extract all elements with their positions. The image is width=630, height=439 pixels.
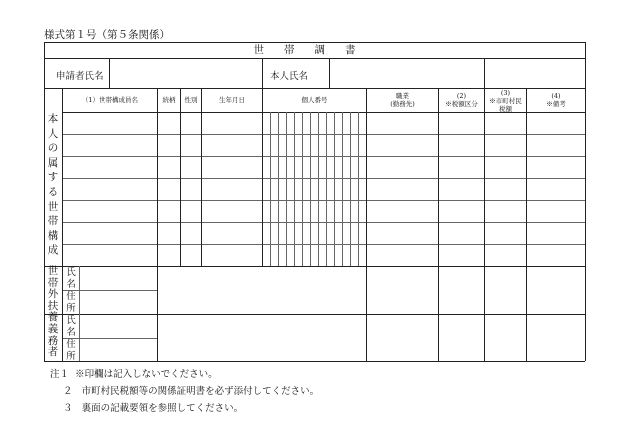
header-occupation: 職業 (勤務先) [390, 92, 415, 108]
outside-dependents-vertical-label: 世帯外扶養義務者 [47, 265, 59, 359]
header-tax-class: (2) ※税額区分 [445, 92, 478, 108]
form-id: 様式第１号（第５条関係） [44, 29, 170, 41]
person-name-field[interactable] [330, 59, 483, 87]
note-3-text: 裏面の記載要領を参照してください。 [81, 403, 244, 414]
outside-name-label-2: 氏名 [66, 315, 76, 338]
note-3 [63, 400, 243, 414]
note-3-number: ３ [63, 403, 73, 414]
header-birthdate: 生年月日 [219, 96, 245, 104]
outside-address-label-2: 住所 [66, 339, 76, 362]
note-1-text: ※印欄は記入しないでください。 [75, 369, 218, 380]
note-1 [50, 366, 218, 380]
header-relation: 続柄 [162, 96, 176, 104]
note-2-text: 市町村民税額等の関係証明書を必ず添付してください。 [81, 386, 320, 397]
outside-name-label-1: 氏名 [66, 267, 76, 290]
applicant-name-field[interactable] [110, 59, 261, 87]
note-2-number: ２ [63, 386, 73, 397]
applicant-name-label: 申請者氏名 [56, 71, 104, 82]
note-2 [63, 383, 319, 397]
header-gender: 性別 [184, 96, 198, 104]
header-member-name: （1）世帯構成員名 [81, 96, 139, 104]
person-name-label: 本人氏名 [270, 71, 309, 82]
header-municipal-tax: (3) ※市町村民 税額 [489, 89, 522, 113]
note-1-number: 注１ [50, 369, 70, 380]
outside-address-label-1: 住所 [66, 291, 76, 314]
household-vertical-label: 本人の属する世帯構成 [47, 113, 59, 257]
header-remarks: (4) ※備考 [546, 92, 566, 108]
form-title: 世帯調書 [253, 44, 376, 56]
header-individual-number: 個人番号 [301, 96, 328, 104]
